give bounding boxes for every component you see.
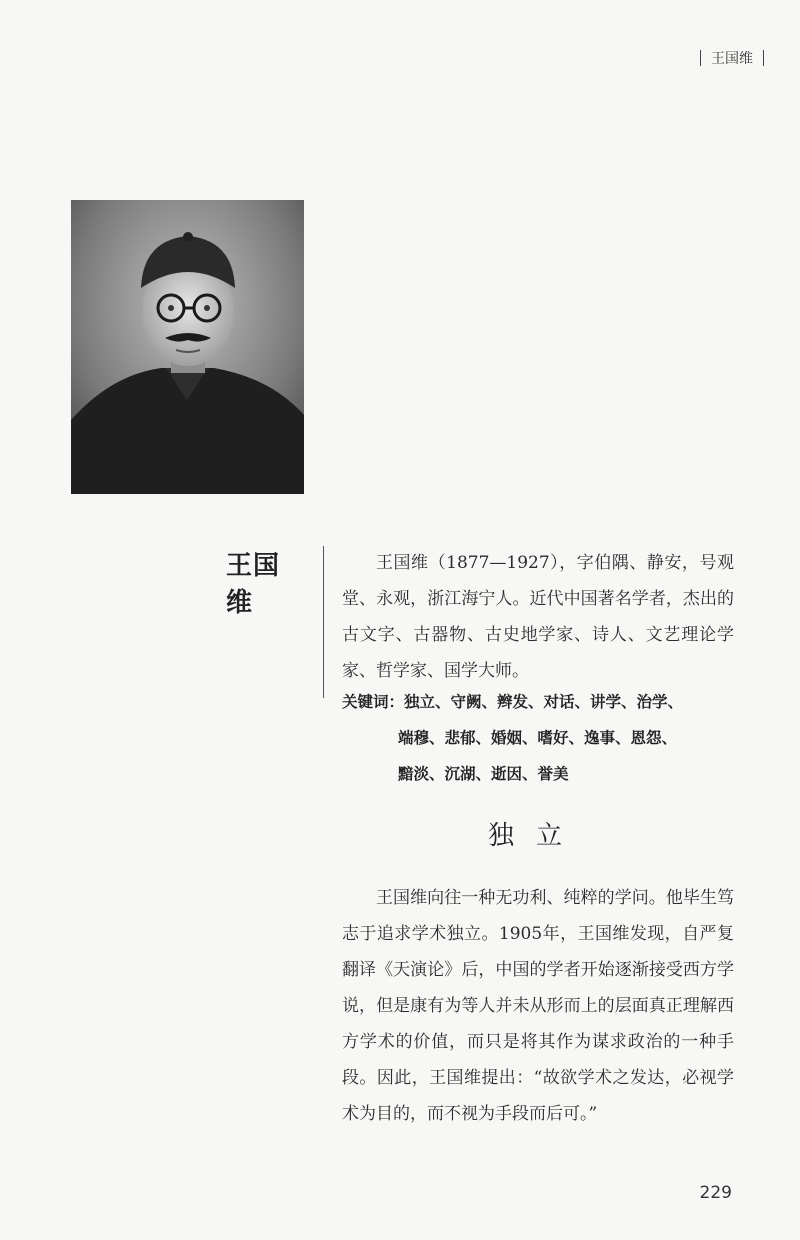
header-divider-left	[700, 50, 701, 66]
keywords-line-2: 端穆、悲郁、婚姻、嗜好、逸事、恩怨、	[398, 729, 678, 747]
running-title: 王国维	[711, 51, 753, 67]
biography-paragraph: 王国维（1877—1927），字伯隅、静安，号观堂、永观，浙江海宁人。近代中国著名学者，杰出的古文字、古器物、古史地学家、诗人、文艺理论学家、哲学家、国学大师。	[342, 553, 734, 681]
section-paragraph: 王国维向往一种无功利、纯粹的学问。他毕生笃志于追求学术独立。1905年，王国维发现，自严复翻译《天演论》后，中国的学者开始逐渐接受西方学说，但是康有为等人并未从形而上的层面真正理解西方学术的价值，而只是将其作为谋求政治的一种手段。因此，王国维提出：“故欲学术之发达，必视学术为目的，而不视为手段而后可。”	[342, 888, 734, 1124]
keywords-row-1	[342, 684, 734, 720]
keywords-block	[342, 684, 734, 792]
section-title: 独立	[487, 821, 584, 851]
portrait-photo-icon	[71, 200, 304, 494]
keywords-line-3: 黯淡、沉湖、逝因、誉美	[398, 765, 569, 783]
page-number: 229	[699, 1183, 732, 1203]
keywords-line-1: 独立、守阙、辫发、对话、讲学、治学、	[404, 693, 684, 711]
name-divider	[323, 546, 324, 698]
keywords-label: 关键词：	[342, 693, 405, 711]
entry-name: 王国维	[226, 551, 281, 618]
portrait-photo	[71, 200, 304, 494]
header-divider-right	[763, 50, 764, 66]
running-header	[700, 48, 764, 68]
